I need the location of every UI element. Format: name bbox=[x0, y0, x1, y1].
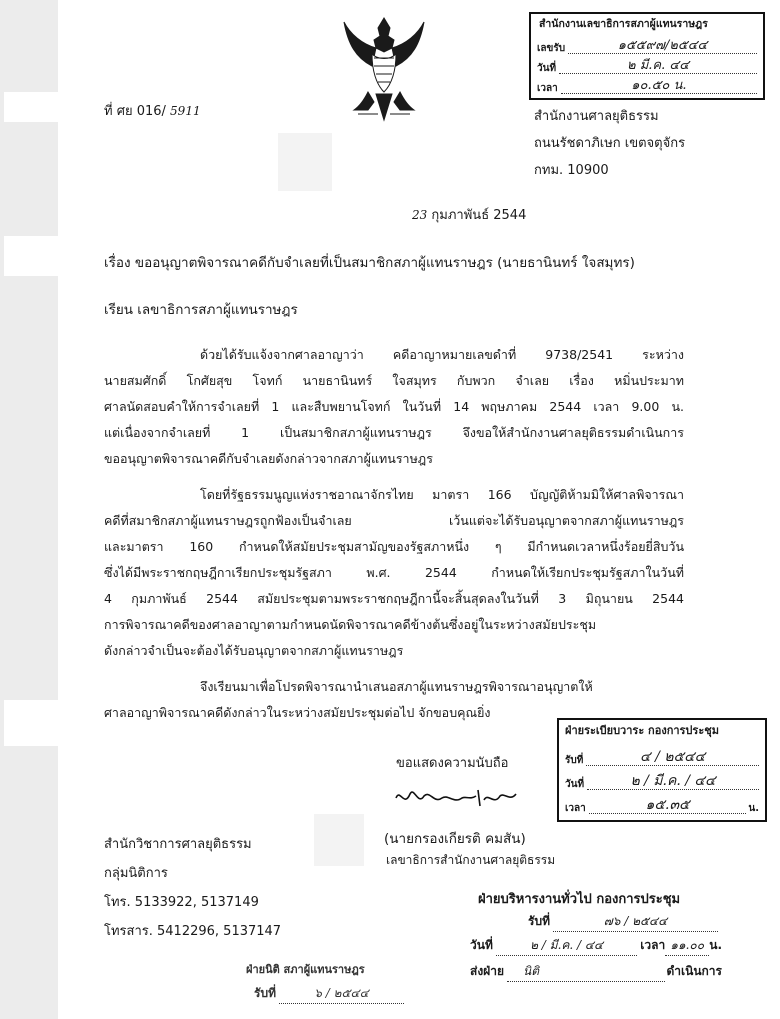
stamp-label: เวลา bbox=[537, 83, 558, 94]
legal-stamp-received bbox=[254, 984, 404, 1004]
letter-date bbox=[412, 204, 526, 225]
addressee-line: เรียน เลขาธิการสภาผู้แทนราษฎร bbox=[104, 302, 298, 318]
date-text: กุมภาพันธ์ 2544 bbox=[431, 208, 527, 223]
stamp-suffix: น. bbox=[748, 803, 759, 814]
paragraph-line: 4 กุมภาพันธ์ 2544 สมัยประชุมตามพระราชกฤษฎีกานี้จะสิ้นสุดลงในวันที่ 3 มิถุนายน 2544 bbox=[104, 591, 684, 606]
legal-stamp-title: ฝ่ายนิติ สภาผู้แทนราษฎร bbox=[246, 963, 365, 976]
stamp-label: รับที่ bbox=[565, 755, 584, 766]
paragraph-line: นายสมศักดิ์ โกศัยสุข โจทก์ นายธานินทร์ ใจสมุทร กับพวก จำเลย เรื่อง หมิ่นประมาท bbox=[104, 373, 684, 388]
agenda-stamp bbox=[557, 718, 767, 822]
address-line: ถนนรัชดาภิเษก เขตจตุจักร bbox=[534, 136, 686, 151]
admin-stamp-title: ฝ่ายบริหารงานทั่วไป กองการประชุม bbox=[478, 892, 681, 907]
stamp-title: ฝ่ายระเบียบวาระ กองการประชุม bbox=[565, 724, 719, 737]
signature bbox=[392, 782, 522, 812]
admin-stamp-date bbox=[470, 936, 722, 956]
reference-number bbox=[104, 100, 201, 121]
stamp-value: ๑๕.๓๕ bbox=[589, 798, 747, 814]
paragraph-line: โดยที่รัฐธรรมนูญแห่งราชอาณาจักรไทย มาตรา 166 บัญญัติห้ามมิให้ศาลพิจารณา bbox=[200, 487, 684, 502]
office-line: สำนักวิชาการศาลยุติธรรม bbox=[104, 837, 252, 852]
stamp-value: ๑๐.๕๐ น. bbox=[561, 79, 757, 94]
stamp-label: วันที่ bbox=[565, 779, 585, 790]
stamp-label: วันที่ bbox=[470, 938, 493, 952]
scan-margin bbox=[0, 0, 58, 1019]
stamp-value: ๖ / ๒๕๔๔ bbox=[279, 984, 404, 1004]
admin-stamp-dept bbox=[470, 962, 722, 982]
admin-stamp-received bbox=[528, 912, 718, 932]
sender-address bbox=[534, 103, 685, 184]
signer-title: เลขาธิการสำนักงานศาลยุติธรรม bbox=[386, 853, 556, 867]
paragraph-line: จึงเรียนมาเพื่อโปรดพิจารณานำเสนอสภาผู้แทนราษฎรพิจารณาอนุญาตให้ bbox=[200, 679, 593, 694]
paragraph-line: แต่เนื่องจากจำเลยที่ 1 เป็นสมาชิกสภาผู้แทนราษฎร จึงขอให้สำนักงานศาลยุติธรรมดำเนินการ bbox=[104, 425, 684, 440]
stamp-label: รับที่ bbox=[254, 986, 276, 1000]
stamp-label: วันที่ bbox=[537, 63, 557, 74]
redacted-area bbox=[278, 133, 332, 191]
paragraph-line: และมาตรา 160 กำหนดให้สมัยประชุมสามัญของรัฐสภาหนึ่ง ๆ มีกำหนดเวลาหนึ่งร้อยยี่สิบวัน bbox=[104, 539, 684, 554]
paragraph-line: คดีที่สมาชิกสภาผู้แทนราษฎรถูกฟ้องเป็นจำเลย เว้นแต่จะได้รับอนุญาตจากสภาผู้แทนราษฎร bbox=[104, 513, 684, 528]
office-line: กลุ่มนิติการ bbox=[104, 866, 168, 881]
address-line: กทม. 10900 bbox=[534, 163, 609, 178]
paragraph-line: ศาลอาญาพิจารณาคดีดังกล่าวในระหว่างสมัยประชุมต่อไป จักขอบคุณยิ่ง bbox=[104, 705, 491, 720]
closing-phrase: ขอแสดงความนับถือ bbox=[396, 756, 509, 771]
signer-name: (นายกรองเกียรติ คมสัน) bbox=[384, 831, 526, 847]
office-info bbox=[104, 830, 281, 946]
garuda-emblem bbox=[338, 14, 430, 124]
stamp-value: ๗๖ / ๒๕๔๔ bbox=[553, 912, 718, 932]
date-day-handwritten: 23 bbox=[412, 208, 428, 222]
subject-line: เรื่อง ขออนุญาตพิจารณาคดีกับจำเลยที่เป็นสมาชิกสภาผู้แทนราษฎร (นายธานินทร์ ใจสมุทร) bbox=[104, 255, 635, 271]
paragraph-line: ด้วยได้รับแจ้งจากศาลอาญาว่า คดีอาญาหมายเลขดำที่ 9738/2541 ระหว่าง bbox=[200, 347, 684, 362]
stamp-value: ๒ มี.ค. ๔๔ bbox=[559, 59, 757, 74]
stamp-title: สำนักงานเลขาธิการสภาผู้แทนราษฎร bbox=[539, 18, 708, 30]
office-line: โทรสาร. 5412296, 5137147 bbox=[104, 924, 282, 939]
redacted-area bbox=[314, 814, 364, 866]
stamp-suffix: น. bbox=[709, 938, 722, 952]
body-paragraph bbox=[104, 482, 684, 664]
stamp-value: ๒ / มี.ค. / ๔๔ bbox=[496, 936, 637, 956]
stamp-label: เวลา bbox=[640, 938, 666, 952]
stamp-value: ๒ / มี.ค. / ๔๔ bbox=[587, 774, 759, 790]
paragraph-line: ศาลนัดสอบคำให้การจำเลยที่ 1 และสืบพยานโจทก์ ในวันที่ 14 พฤษภาคม 2544 เวลา 9.00 น. bbox=[104, 399, 684, 414]
paragraph-line: ขออนุญาตพิจารณาคดีกับจำเลยดังกล่าวจากสภาผู้แทนราษฎร bbox=[104, 451, 433, 466]
paragraph-line: การพิจารณาคดีของศาลอาญาตามกำหนดนัดพิจารณาคดีข้างต้นซึ่งอยู่ในระหว่างสมัยประชุม bbox=[104, 617, 597, 632]
reference-handwritten: 5911 bbox=[170, 104, 201, 118]
stamp-label: ดำเนินการ bbox=[666, 964, 722, 978]
stamp-value: ๑๕๕๙๗/๒๕๔๔ bbox=[568, 39, 757, 54]
stamp-label: ส่งฝ่าย bbox=[470, 964, 504, 978]
stamp-label: รับที่ bbox=[528, 914, 550, 928]
stamp-label: เลขรับ bbox=[537, 43, 566, 54]
body-paragraph bbox=[104, 342, 684, 472]
stamp-value: นิติ bbox=[507, 962, 665, 982]
received-stamp-top bbox=[529, 12, 765, 100]
reference-prefix: ที่ ศย 016/ bbox=[104, 104, 166, 119]
address-line: สำนักงานศาลยุติธรรม bbox=[534, 109, 659, 124]
stamp-label: เวลา bbox=[565, 803, 586, 814]
office-line: โทร. 5133922, 5137149 bbox=[104, 895, 259, 910]
paragraph-line: ซึ่งได้มีพระราชกฤษฎีกาเรียกประชุมรัฐสภา พ.ศ. 2544 กำหนดให้เรียกประชุมรัฐสภาในวันที่ bbox=[104, 565, 684, 580]
stamp-value: ๑๑.๐๐ bbox=[665, 936, 709, 956]
stamp-value: ๔ / ๒๕๔๔ bbox=[586, 750, 759, 766]
paragraph-line: ดังกล่าวจำเป็นจะต้องได้รับอนุญาตจากสภาผู้แทนราษฎร bbox=[104, 643, 404, 658]
